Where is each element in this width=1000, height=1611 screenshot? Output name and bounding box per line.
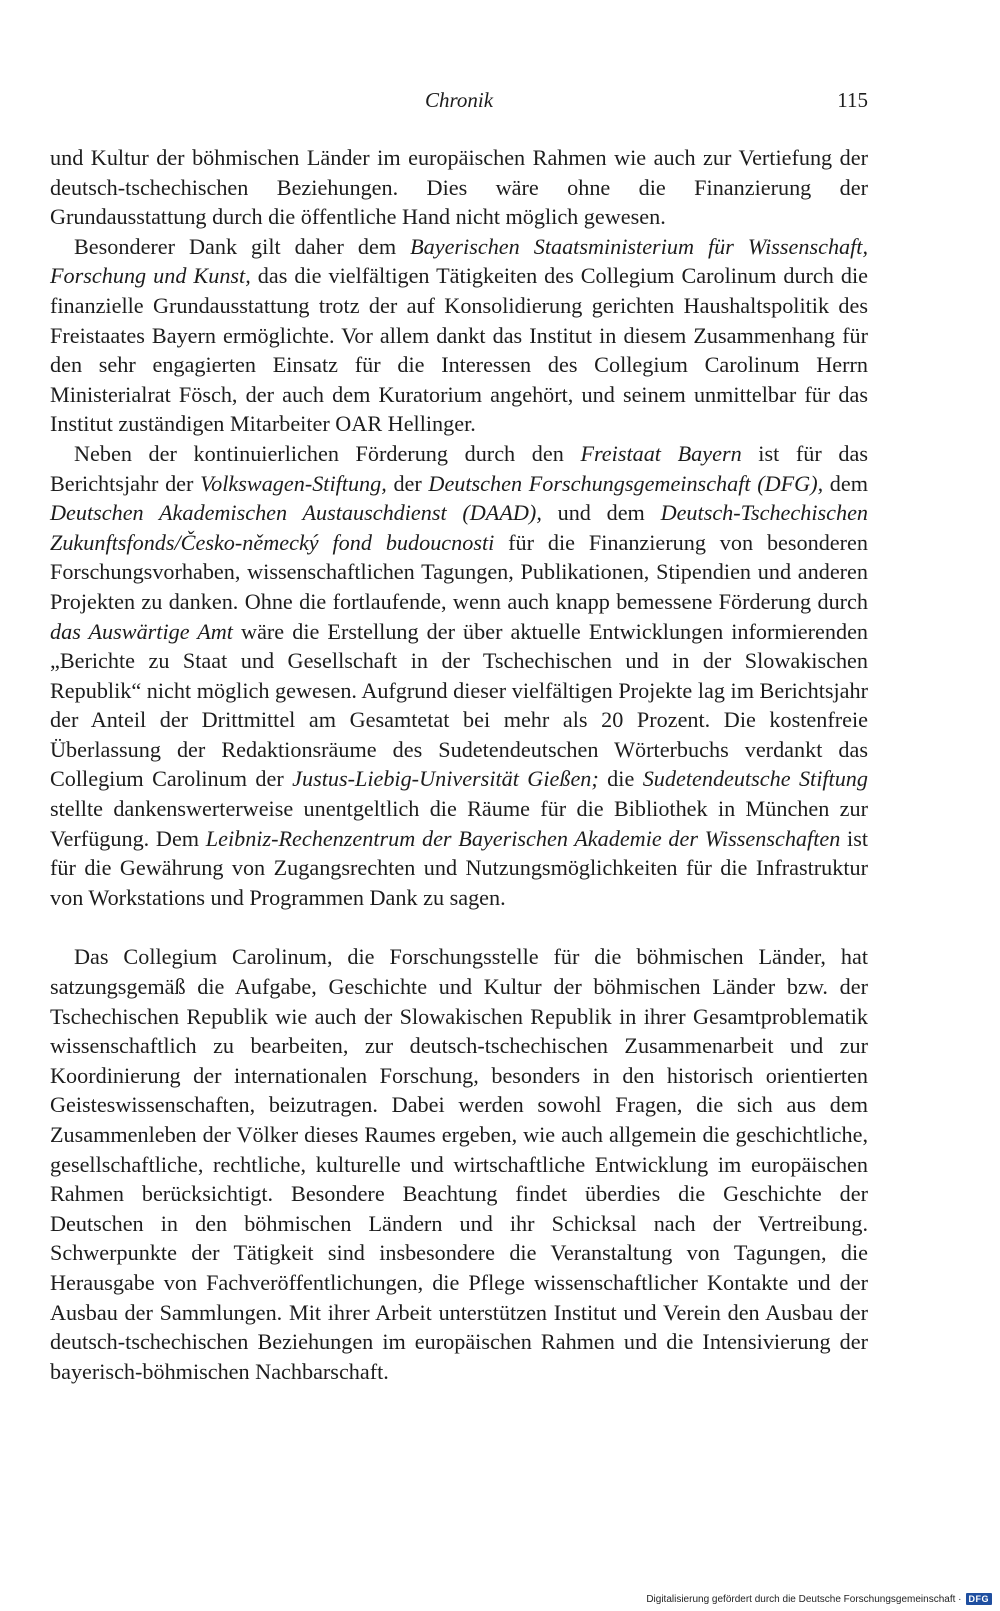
text-segment: Besonderer Dank gilt daher dem: [74, 233, 411, 259]
running-title: Chronik: [424, 88, 494, 112]
text-segment: dem: [823, 470, 868, 496]
text-segment: das die vielfältigen Tätigkeiten des Collegium Carolinum durch die finanzielle Grundausstattung trotz der auf Konsolidierung gerichten Haushaltspolitik des Freistaates Bayern ermöglichte. Vor allem dankt das Institut in diesem Zusammenhang für den sehr engagierten Einsatz für die Interessen des Collegium Carolinum Herrn Ministerialrat Fösch, der auch dem Kuratorium angehört, und seinem unmittelbar für das Institut zuständigen Mitarbeiter OAR Hellinger.: [50, 263, 868, 437]
italic-name-segment: Volkswagen-Stiftung,: [200, 470, 387, 496]
text-segment: ist für die Gewährung von Zugangsrechten und Nutzungsmöglichkeiten für die Infrastruktur von Workstations und Programmen Dank zu sagen.: [50, 825, 868, 910]
text-segment: Das Collegium Carolinum, die Forschungsstelle für die böhmischen Länder, hat satzungsgemäß die Aufgabe, Geschichte und Kultur der böhmischen Länder bzw. der Tschechischen Republik wie auch der Slowakischen Republik in ihrer Gesamtproblematik wissenschaftlich zu bearbeiten, zur deutsch-tschechischen Zusammenarbeit und zur Koordinierung der internationalen Forschung, besonders in den historisch orientierten Geisteswissenschaften, beizutragen. Dabei werden sowohl Fragen, die sich aus dem Zusammenleben der Völker dieses Raumes ergeben, wie auch allgemein die geschichtliche, gesellschaftliche, rechtliche, kulturelle und wirtschaftliche Entwicklung im europäischen Rahmen berücksichtigt. Besondere Beachtung findet überdies die Geschichte der Deutschen in den böhmischen Ländern und ihr Schicksal nach der Vertreibung. Schwerpunkte der Tätigkeit sind insbesondere die Veranstaltung von Tagungen, die Herausgabe von Fachveröffentlichungen, die Pflege wissenschaftlicher Kontakte und der Ausbau der Sammlungen. Mit ihrer Arbeit unterstützen Institut und Verein den Ausbau der deutsch-tschechischen Beziehungen im europäischen Rahmen und die Intensivierung der bayerisch-böhmischen Nachbarschaft.: [50, 944, 868, 1384]
text-segment: die: [598, 766, 643, 792]
running-head: [50, 88, 868, 120]
italic-name-segment: Leibniz-Rechenzentrum der Bayerischen Akademie der Wissenschaften: [205, 825, 841, 851]
dfg-logo: DFG: [966, 1593, 993, 1605]
italic-name-segment: Deutschen Akademischen Austauschdienst (DAAD),: [50, 500, 542, 526]
italic-name-segment: Justus-Liebig-Universität Gießen;: [292, 766, 599, 792]
italic-name-segment: Deutsch-Tschechischen Zukunftsfonds/Česko-německý fond budoucnosti: [50, 500, 869, 555]
text-segment: ist für das Berichtsjahr der: [50, 440, 868, 496]
digitization-footer: [646, 1593, 992, 1605]
body-text: [50, 143, 868, 1386]
italic-name-segment: Deutschen Forschungsgemeinschaft (DFG),: [428, 470, 824, 496]
paragraph-mission-statement: [50, 942, 868, 1386]
text-segment: wäre die Erstellung der über aktuelle Entwicklungen informierenden „Berichte zu Staat und Gesellschaft in der Tschechischen und in der Slowakischen Republik“ nicht möglich gewesen. Aufgrund dieser vielfältigen Projekte lag im Berichtsjahr der Anteil der Drittmittel am Gesamtetat bei mehr als 20 Prozent. Die kostenfreie Überlassung der Redaktionsräume des Sudetendeutschen Wörterbuchs verdankt das Collegium Carolinum der: [50, 618, 869, 792]
text-segment: für die Finanzierung von besonderen Forschungsvorhaben, wissenschaftlichen Tagungen, Publikationen, Stipendien und anderen Projekten zu danken. Ohne die fortlaufende, wenn auch knapp bemessene Förderung durch: [50, 529, 868, 614]
italic-name-segment: Sudetendeutsche Stiftung: [642, 766, 868, 792]
italic-name-segment: das Auswärtige Amt: [50, 618, 233, 644]
paragraph-acknowledgement-ministry: [50, 232, 868, 439]
text-segment: Neben der kontinuierlichen Förderung durch den: [74, 440, 581, 466]
text-segment: und Kultur der böhmischen Länder im europäischen Rahmen wie auch zur Vertiefung der deutsch-tschechischen Beziehungen. Dies wäre ohne die Finanzierung der Grundausstattung durch die öffentliche Hand nicht möglich gewesen.: [50, 145, 868, 230]
footer-text: Digitalisierung gefördert durch die Deutsche Forschungsgemeinschaft ·: [646, 1593, 962, 1605]
page-number: 115: [837, 88, 868, 112]
text-segment: stellte dankenswerterweise unentgeltlich die Räume für die Bibliothek in München zur Verfügung. Dem: [50, 796, 868, 851]
text-segment: und dem: [541, 500, 661, 526]
paragraph-acknowledgement-funders: [50, 439, 868, 913]
text-segment: der: [386, 470, 429, 496]
italic-name-segment: Freistaat Bayern: [580, 440, 742, 466]
paragraph-continuation: [50, 143, 868, 232]
italic-name-segment: Bayerischen Staatsministerium für Wissenschaft, Forschung und Kunst,: [50, 233, 869, 289]
